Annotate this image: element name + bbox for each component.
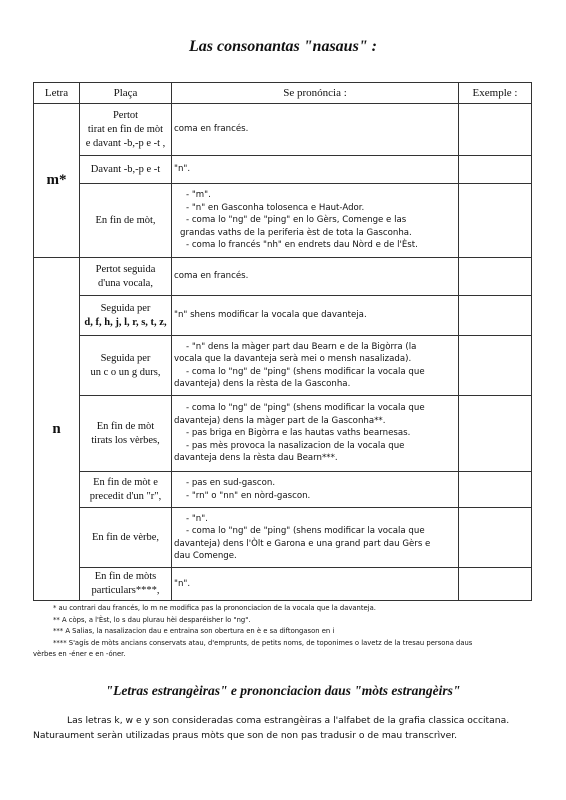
letter-m: m* xyxy=(34,104,80,258)
paragraph-line: Las letras k, w e y son consideradas coma estrangèiras a l'alfabet de la grafia classica occitana. xyxy=(67,715,510,726)
footnote: * au contrari dau francés, lo m ne modifica pas la prononciacion de la vocala que la davanteja. xyxy=(53,604,376,612)
pron-cell: - "n". - coma lo "ng" de "ping" (shens modificar la vocala que davanteja) dens l'Òlt e Garona e una grand part dau Gèrs e dau Comenge. xyxy=(172,508,459,568)
example-cell xyxy=(459,508,532,568)
paragraph xyxy=(33,713,538,743)
table-row xyxy=(34,568,532,601)
example-cell xyxy=(459,568,532,601)
example-cell xyxy=(459,296,532,336)
pron-cell: - "n" dens la màger part dau Bearn e de la Bigòrra (la vocala que la davanteja serà mei o mensh nasalizada). - coma lo "ng" de "ping" (shens modificar la vocala que davanteja) dens la rèsta de la Gasconha. xyxy=(172,336,459,396)
example-cell xyxy=(459,472,532,508)
pron-cell: - pas en sud-gascon. - "rn" o "nn" en nòrd-gascon. xyxy=(172,472,459,508)
placa-cell: Pertot tirat en fin de mòt e davant -b,-p e -t , xyxy=(80,104,172,156)
example-cell xyxy=(459,258,532,296)
table-row xyxy=(34,396,532,472)
placa-cell: En fin de mòt tirats los vèrbes, xyxy=(80,396,172,472)
section-title: "Letras estrangèiras" e prononciacion daus "mòts estrangèirs" xyxy=(105,683,461,698)
table-row xyxy=(34,508,532,568)
example-cell xyxy=(459,156,532,184)
table-row xyxy=(34,156,532,184)
paragraph-line: Naturaument seràn utilizadas praus mòts que son de non pas tradusir o de mau transcrìver. xyxy=(33,730,458,741)
pron-cell: coma en francés. xyxy=(172,104,459,156)
header-pron: Se pronóncia : xyxy=(172,83,459,104)
pron-cell: "n". xyxy=(172,156,459,184)
table-row xyxy=(34,296,532,336)
example-cell xyxy=(459,396,532,472)
pron-cell: - coma lo "ng" de "ping" (shens modificar la vocala que davanteja) dens la màger part de la Gasconha**. - pas briga en Bigòrra e las hautas vaths bearnesas. - pas mès provoca la nasalizacion de la vocala que davanteja dens la rèsta dau Bearn***. xyxy=(172,396,459,472)
pron-cell: - "m". - "n" en Gasconha tolosenca e Haut-Ador. - coma lo "ng" de "ping" en lo Gèrs, Comenge e las grandas vaths de la periferia èst de tota la Gasconha. - coma lo francés "nh" en endrets dau Nòrd e de l'Èst. xyxy=(172,184,459,258)
table-header-row xyxy=(34,83,532,104)
letter-n: n xyxy=(34,258,80,601)
table-row xyxy=(34,184,532,258)
table-row xyxy=(34,104,532,156)
footnote: vèrbes en -éner e en -óner. xyxy=(33,650,126,658)
example-cell xyxy=(459,184,532,258)
placa-cell: Pertot seguida d'una vocala, xyxy=(80,258,172,296)
footnote: **** S'agís de mòts ancians conservats atau, d'emprunts, de petits noms, de toponimes o lavetz de la tresau persona daus xyxy=(53,638,473,647)
placa-cell: En fin de mòt, xyxy=(80,184,172,258)
example-cell xyxy=(459,336,532,396)
placa-cell: En fin de mòts particulars****, xyxy=(80,568,172,601)
placa-cell: Seguida per un c o un g durs, xyxy=(80,336,172,396)
footnotes xyxy=(33,603,533,661)
consonant-table xyxy=(33,82,532,601)
header-letra: Letra xyxy=(34,83,80,104)
page-title: Las consonantas "nasaus" : xyxy=(188,38,378,55)
table-row xyxy=(34,472,532,508)
pron-cell: "n". xyxy=(172,568,459,601)
placa-cell: Seguida per d, f, h, j, l, r, s, t, z, xyxy=(80,296,172,336)
pron-cell: coma en francés. xyxy=(172,258,459,296)
footnote: ** A còps, a l'Èst, lo s dau plurau hèi desparéisher lo "ng". xyxy=(53,615,251,624)
placa-cell: En fin de vèrbe, xyxy=(80,508,172,568)
placa-cell: Davant -b,-p e -t xyxy=(80,156,172,184)
table-row xyxy=(34,258,532,296)
header-placa: Plaça xyxy=(80,83,172,104)
header-exemple: Exemple : xyxy=(459,83,532,104)
example-cell xyxy=(459,104,532,156)
pron-cell: "n" shens modificar la vocala que davanteja. xyxy=(172,296,459,336)
placa-cell: En fin de mòt e precedit d'un "r", xyxy=(80,472,172,508)
table-row xyxy=(34,336,532,396)
footnote: *** A Salias, la nasalizacion dau e entraina son obertura en è e sa diftongason en i xyxy=(53,627,335,635)
